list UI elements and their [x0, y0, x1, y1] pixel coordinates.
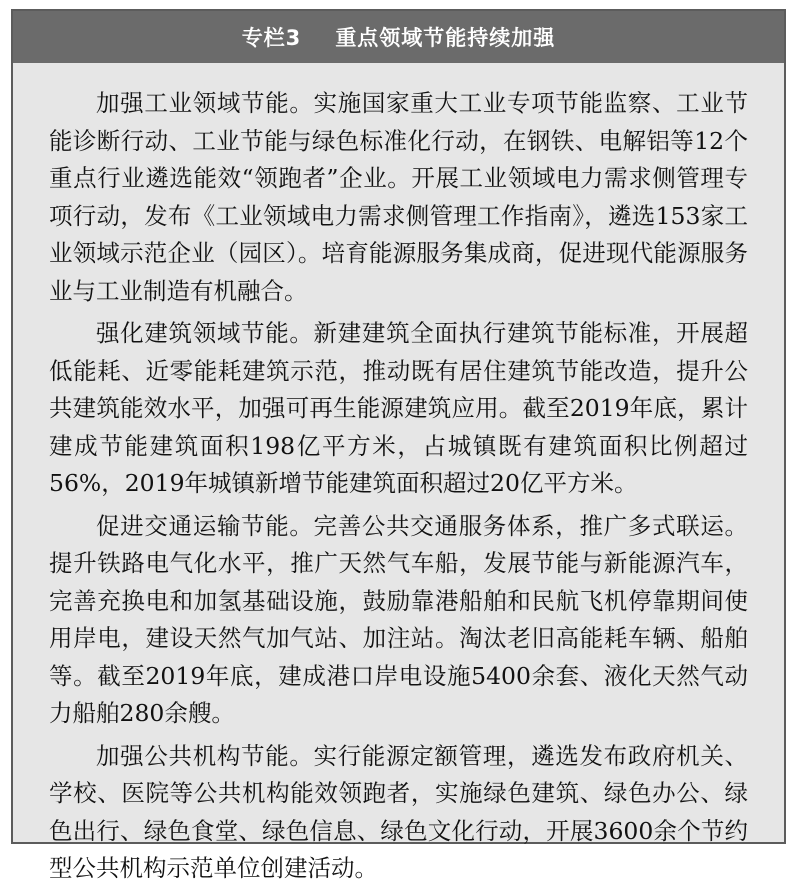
- column-box: [11, 9, 786, 882]
- paragraph-transport: 促进交通运输节能。完善公共交通服务体系，推广多式联运。提升铁路电气化水平，推广天然气车船，发展节能与新能源汽车，完善充换电和加氢基础设施，鼓励靠港船舶和民航飞机停靠期间使用岸电，建设天然气加气站、加注站。淘汰老旧高能耗车辆、船舶等。截至2019年底，建成港口岸电设施5400余套、液化天然气动力船舶280余艘。: [49, 511, 748, 727]
- column-title: 重点领域节能持续加强: [335, 26, 556, 50]
- paragraph-building: 强化建筑领域节能。新建建筑全面执行建筑节能标准，开展超低能耗、近零能耗建筑示范，推动既有居住建筑节能改造，提升公共建筑能效水平，加强可再生能源建筑应用。截至2019年底，累计建成节能建筑面积198亿平方米，占城镇既有建筑面积比例超过56%，2019年城镇新增节能建筑面积超过20亿平方米。: [49, 319, 748, 497]
- column-body: [13, 63, 784, 888]
- column-label: 专栏3: [241, 26, 302, 50]
- paragraph-industry: 加强工业领域节能。实施国家重大工业专项节能监察、工业节能诊断行动、工业节能与绿色标准化行动，在钢铁、电解铝等12个重点行业遴选能效“领跑者”企业。开展工业领域电力需求侧管理专项行动，发布《工业领域电力需求侧管理工作指南》，遴选153家工业领域示范企业（园区）。培育能源服务集成商，促进现代能源服务业与工业制造有机融合。: [49, 89, 748, 305]
- paragraph-public-institutions: 加强公共机构节能。实行能源定额管理，遴选发布政府机关、学校、医院等公共机构能效领跑者，实施绿色建筑、绿色办公、绿色出行、绿色食堂、绿色信息、绿色文化行动，开展3600余个节约型公共机构示范单位创建活动。: [49, 741, 748, 882]
- column-header: [13, 11, 784, 63]
